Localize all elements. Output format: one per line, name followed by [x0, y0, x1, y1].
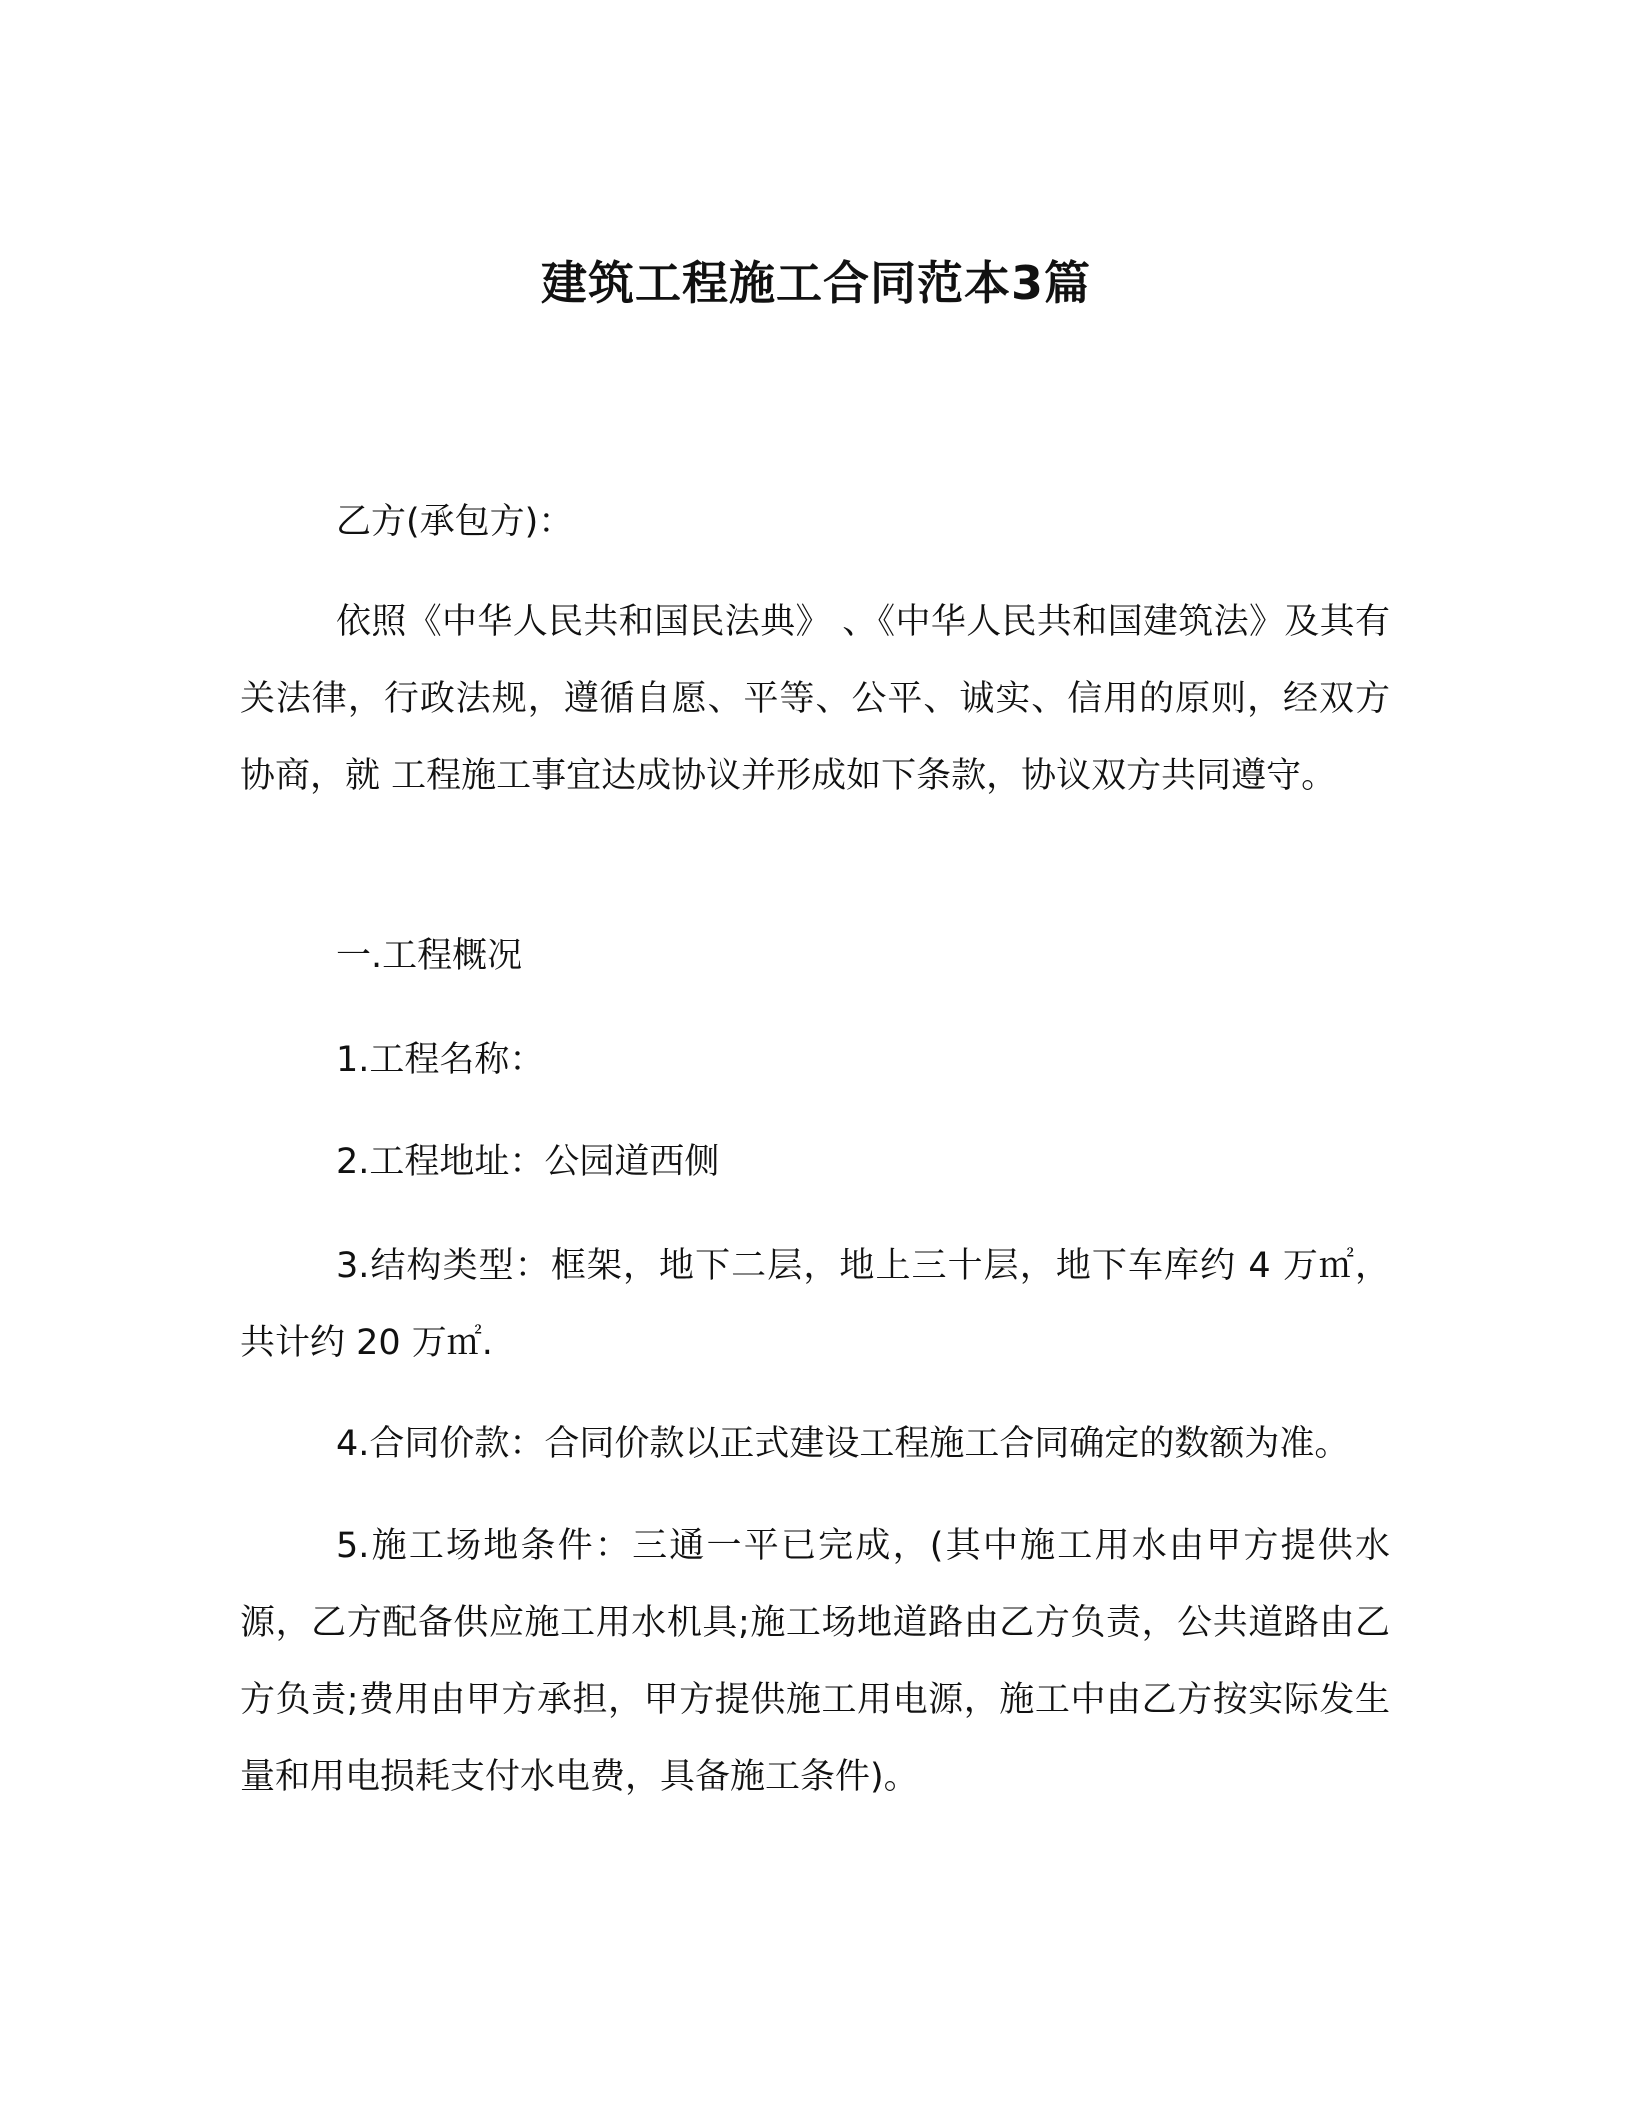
item-site-conditions: 5.施工场地条件：三通一平已完成，(其中施工用水由甲方提供水源，乙方配备供应施工用水机具;施工场地道路由乙方负责，公共道路由乙方负责;费用由甲方承担，甲方提供施工用电源，施工中由乙方按实际发生量和用电损耗支付水电费，具备施工条件)。	[240, 1526, 1390, 1797]
item-contract-price: 4.合同价款：合同价款以正式建设工程施工合同确定的数额为准。	[336, 1424, 1350, 1464]
document-title: 建筑工程施工合同范本3篇	[540, 255, 1091, 310]
section-heading-project-overview: 一.工程概况	[336, 936, 523, 976]
intro-paragraph: 依照《中华人民共和国民法典》 、《中华人民共和国建筑法》及其有关法律，行政法规，遵循自愿、平等、公平、诚实、信用的原则，经双方协商，就 工程施工事宜达成协议并形成如下条款，协议双方共同遵守。	[240, 602, 1390, 796]
item-project-name: 1.工程名称：	[336, 1040, 545, 1080]
item-structure-type: 3.结构类型：框架，地下二层，地上三十层，地下车库约 4 万㎡，共计约 20 万㎡.	[240, 1246, 1390, 1363]
item-project-address: 2.工程地址：公园道西侧	[336, 1142, 720, 1182]
party-b-line: 乙方(承包方)：	[336, 502, 574, 542]
